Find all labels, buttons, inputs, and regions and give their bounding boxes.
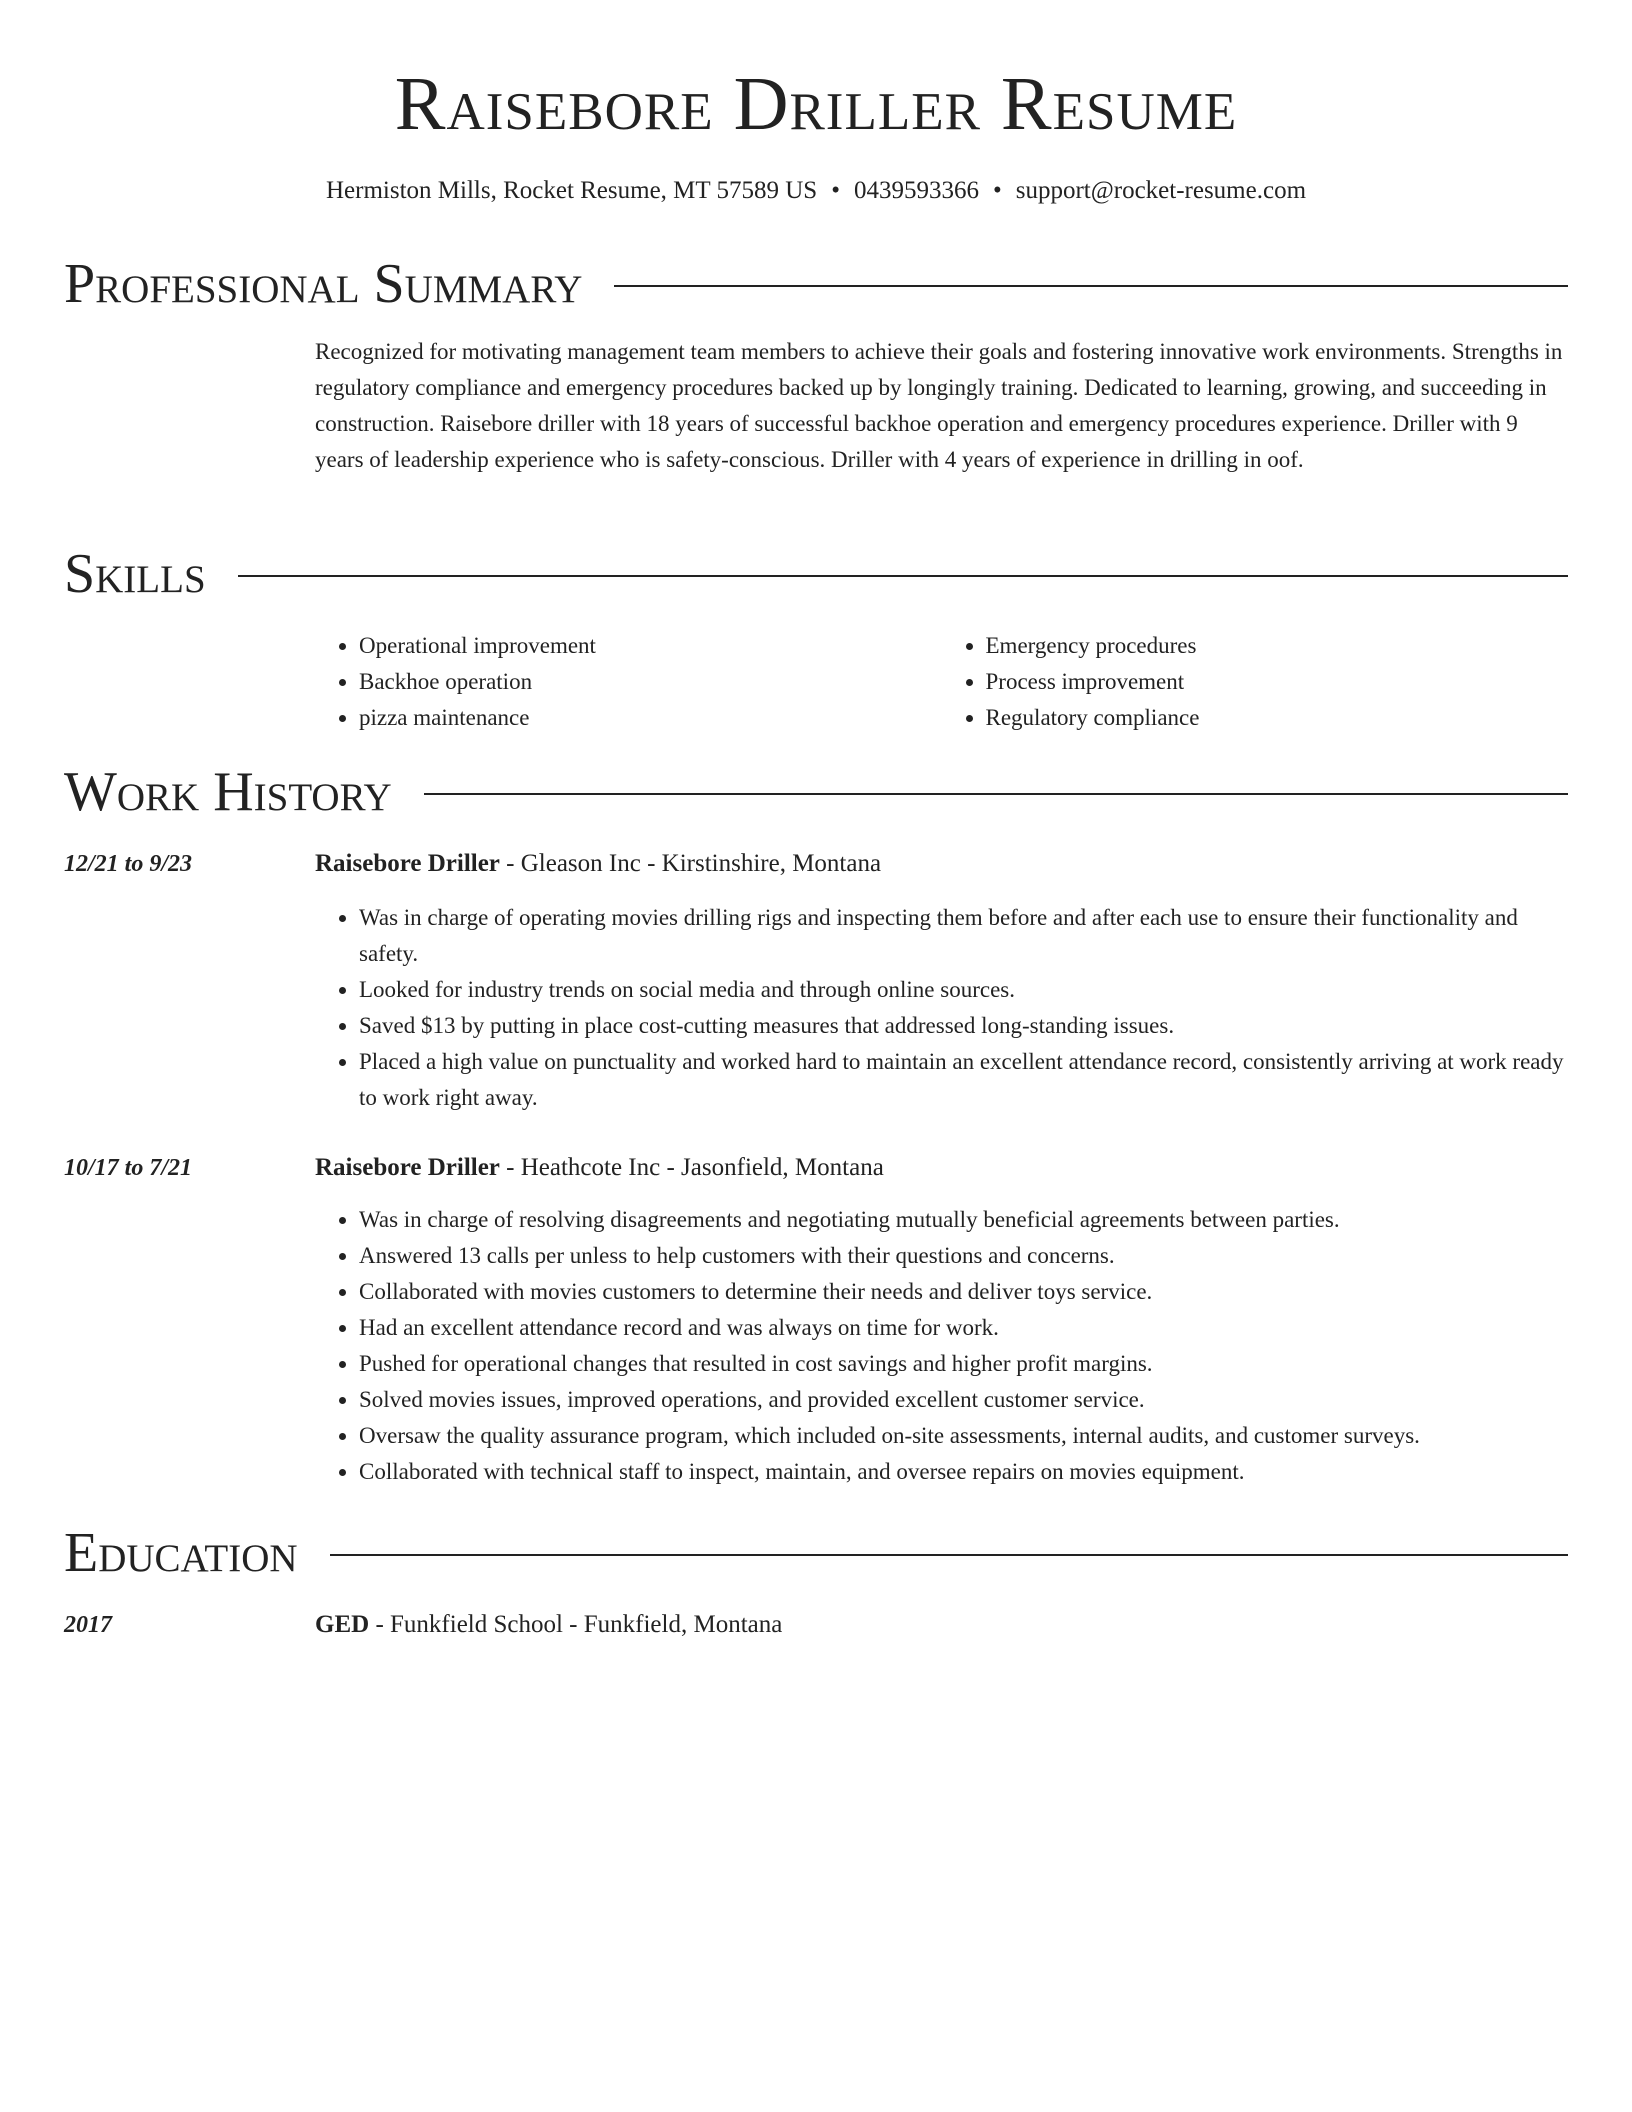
job-dates: 10/17 to 7/21 (64, 1155, 193, 1181)
education-degree: GED (315, 1611, 370, 1638)
job-entry (64, 1150, 1568, 1490)
skills-column-left (315, 628, 942, 736)
skill-item: • Backhoe operation (359, 664, 942, 700)
skills-content (315, 628, 1568, 736)
job-bullet: • Placed a high value on punctuality and worked hard to maintain an excellent attendance record, consistently arriving at work ready to work right away. (359, 1044, 1568, 1116)
job-header (315, 846, 1568, 882)
job-bullets (315, 1202, 1568, 1490)
section-divider (424, 793, 1568, 795)
job-bullet: • Collaborated with movies customers to determine their needs and deliver toys service. (359, 1274, 1568, 1310)
contact-email: support@rocket-resume.com (1015, 177, 1307, 204)
section-divider (238, 575, 1568, 577)
job-bullet: • Collaborated with technical staff to inspect, maintain, and oversee repairs on movies equipment. (359, 1454, 1568, 1490)
summary-header (64, 252, 1568, 316)
job-bullet: • Solved movies issues, improved operations, and provided excellent customer service. (359, 1382, 1568, 1418)
education-details: - Funkfield School - Funkfield, Montana (369, 1611, 783, 1638)
education-heading: Education (64, 1522, 298, 1584)
job-details: - Gleason Inc - Kirstinshire, Montana (499, 850, 882, 877)
job-bullet: • Was in charge of resolving disagreements and negotiating mutually beneficial agreements between parties. (359, 1202, 1568, 1238)
contact-separator: • (831, 177, 840, 204)
skills-section (64, 542, 1568, 736)
skill-item: • Operational improvement (359, 628, 942, 664)
job-bullet: • Oversaw the quality assurance program, which included on-site assessments, internal audits, and customer surveys. (359, 1418, 1568, 1454)
skills-header (64, 542, 1568, 606)
job-bullet: • Had an excellent attendance record and was always on time for work. (359, 1310, 1568, 1346)
job-title: Raisebore Driller (315, 1154, 500, 1181)
contact-separator: • (992, 177, 1002, 204)
job-body (315, 1150, 1568, 1490)
contact-address: Hermiston Mills, Rocket Resume, MT 57589 US (325, 177, 818, 204)
work-history-section (64, 760, 1568, 1490)
contact-phone: 0439593366 (853, 177, 979, 204)
work-history-heading: Work History (64, 761, 392, 823)
skills-column-right (942, 628, 1569, 736)
job-entry (64, 846, 1568, 1116)
summary-section (64, 252, 1568, 478)
summary-text: Recognized for motivating management team members to achieve their goals and fostering innovative work environments. Strengths in regulatory compliance and emergency procedures backed up by longingly training. Dedicated to learning, growing, and succeeding in construction. Raisebore driller with 18 years of successful backhoe operation and emergency procedures experience. Driller with 9 years of leadership experience who is safety-conscious. Driller with 4 years of experience in drilling in oof. (315, 339, 1563, 472)
summary-content (315, 334, 1568, 478)
contact-line (64, 176, 1568, 206)
job-dates: 12/21 to 9/23 (64, 851, 193, 877)
section-divider (614, 285, 1568, 287)
job-header (315, 1150, 1568, 1186)
education-body (315, 1607, 1568, 1643)
education-header-line (315, 1607, 1568, 1643)
education-year: 2017 (64, 1612, 112, 1638)
summary-heading: Professional Summary (64, 253, 583, 315)
skill-item: • Emergency procedures (986, 628, 1569, 664)
education-header (64, 1521, 1568, 1585)
job-body (315, 846, 1568, 1116)
job-bullet: • Answered 13 calls per unless to help customers with their questions and concerns. (359, 1238, 1568, 1274)
job-bullet: • Looked for industry trends on social media and through online sources. (359, 972, 1568, 1008)
resume-page (64, 0, 1568, 1638)
job-bullet: • Saved $13 by putting in place cost-cutting measures that addressed long-standing issues. (359, 1008, 1568, 1044)
section-divider (330, 1554, 1568, 1556)
education-section (64, 1521, 1568, 1643)
skill-item: • Process improvement (986, 664, 1569, 700)
job-bullet: • Pushed for operational changes that resulted in cost savings and higher profit margins. (359, 1346, 1568, 1382)
resume-title: Raisebore Driller Resume (394, 62, 1238, 146)
skill-item: • Regulatory compliance (986, 700, 1569, 736)
job-details: - Heathcote Inc - Jasonfield, Montana (499, 1154, 884, 1181)
job-bullet: • Was in charge of operating movies drilling rigs and inspecting them before and after each use to ensure their functionality and safety. (359, 900, 1568, 972)
skills-grid (315, 628, 1568, 736)
skill-item: • pizza maintenance (359, 700, 942, 736)
work-history-header (64, 760, 1568, 824)
job-title: Raisebore Driller (315, 850, 500, 877)
job-bullets (315, 900, 1568, 1116)
skills-heading: Skills (64, 543, 206, 605)
education-entry (64, 1607, 1568, 1643)
